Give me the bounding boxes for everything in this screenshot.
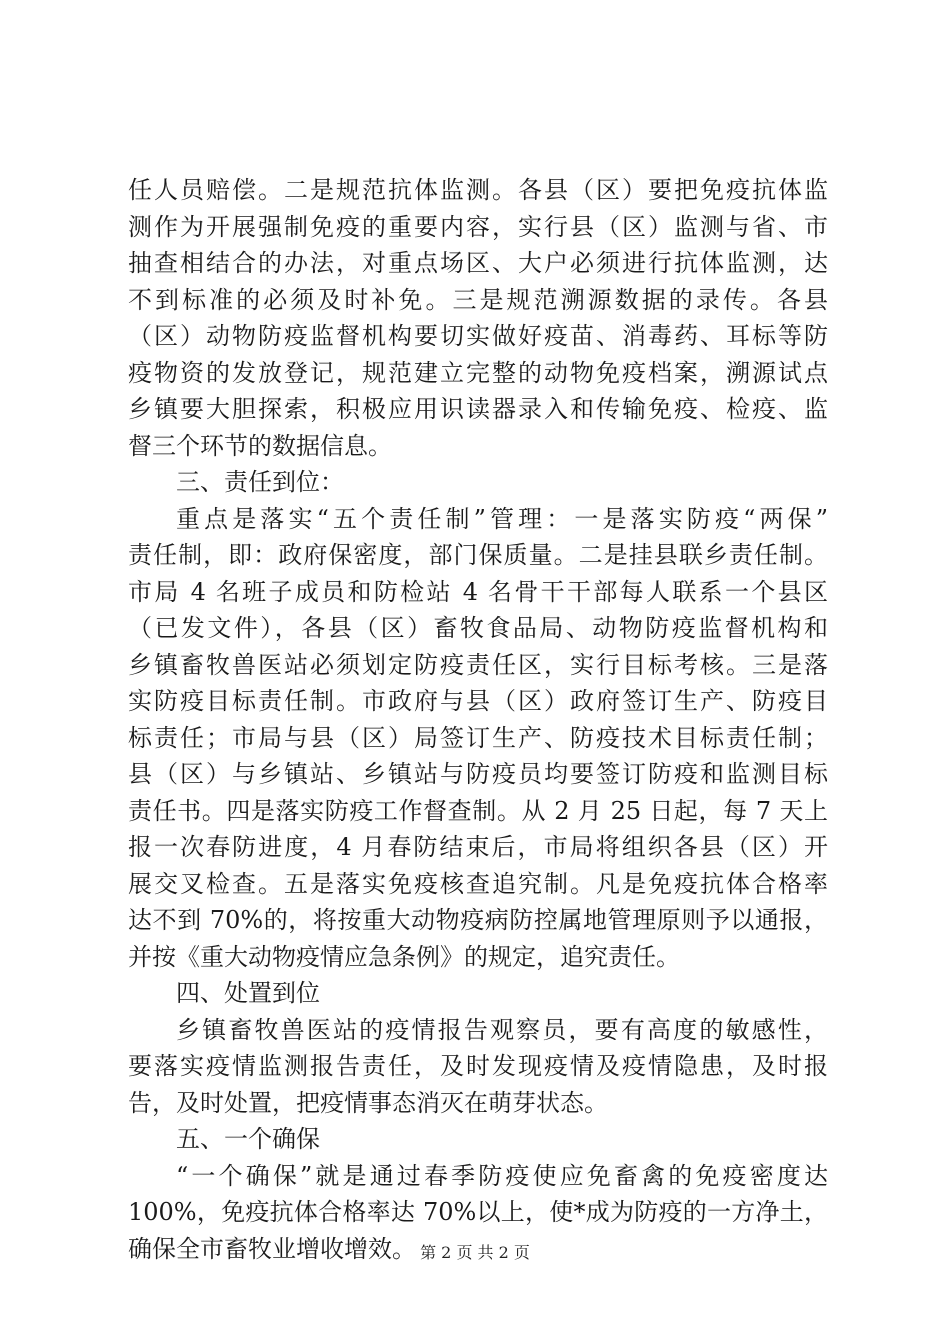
text-line: 实防疫目标责任制。市政府与县（区）政府签订生产、防疫目 bbox=[128, 687, 828, 715]
text-line: 展交叉检查。五是落实免疫核查追究制。凡是免疫抗体合格率 bbox=[128, 869, 828, 898]
text-line: 告，及时处置，把疫情事态消灭在萌芽状态。 bbox=[128, 1088, 608, 1117]
text-line: “一个确保”就是通过春季防疫使应免畜禽的免疫密度达 bbox=[176, 1161, 828, 1190]
text-line: 责任书。四是落实防疫工作督查制。从 2 月 25 日起，每 7 天上 bbox=[128, 796, 828, 825]
section-heading: 四、处置到位 bbox=[176, 979, 320, 1007]
section-heading: 五、一个确保 bbox=[176, 1125, 320, 1153]
text-line: 督三个环节的数据信息。 bbox=[128, 431, 392, 460]
text-line: 乡镇畜牧兽医站的疫情报告观察员，要有高度的敏感性， bbox=[176, 1015, 828, 1044]
body-text bbox=[128, 172, 828, 1267]
text-line: （区）动物防疫监督机构要切实做好疫苗、消毒药、耳标等防 bbox=[128, 322, 828, 350]
text-line: 抽查相结合的办法，对重点场区、大户必须进行抗体监测，达 bbox=[128, 249, 828, 277]
page-footer: 第 2 页 共 2 页 bbox=[420, 1243, 530, 1262]
text-line: 要落实疫情监测报告责任，及时发现疫情及疫情隐患，及时报 bbox=[128, 1052, 828, 1080]
text-line: 报一次春防进度，4 月春防结束后，市局将组织各县（区）开 bbox=[128, 833, 828, 861]
text-line: 不到标准的必须及时补免。三是规范溯源数据的录传。各县 bbox=[128, 285, 828, 314]
text-line: 标责任；市局与县（区）局签订生产、防疫技术目标责任制； bbox=[128, 723, 828, 752]
text-line: 重点是落实“五个责任制”管理：一是落实防疫“两保” bbox=[176, 504, 828, 533]
text-line: （已发文件），各县（区）畜牧食品局、动物防疫监督机构和 bbox=[128, 614, 828, 642]
text-line: 任人员赔偿。二是规范抗体监测。各县（区）要把免疫抗体监 bbox=[128, 176, 828, 204]
section-heading: 三、责任到位： bbox=[176, 468, 344, 496]
text-line: 达不到 70%的，将按重大动物疫病防控属地管理原则予以通报， bbox=[128, 906, 828, 934]
text-line: 测作为开展强制免疫的重要内容，实行县（区）监测与省、市 bbox=[128, 212, 828, 241]
text-line: 县（区）与乡镇站、乡镇站与防疫员均要签订防疫和监测目标 bbox=[128, 760, 828, 788]
text-line: 乡镇畜牧兽医站必须划定防疫责任区，实行目标考核。三是落 bbox=[128, 650, 828, 679]
text-line: 并按《重大动物疫情应急条例》的规定，追究责任。 bbox=[128, 942, 680, 971]
text-line: 疫物资的发放登记，规范建立完整的动物免疫档案，溯源试点 bbox=[128, 358, 828, 387]
text-line: 确保全市畜牧业增收增效。 bbox=[128, 1234, 416, 1263]
text-line: 100%，免疫抗体合格率达 70%以上，使*成为防疫的一方净土， bbox=[128, 1198, 828, 1226]
text-line: 责任制，即：政府保密度，部门保质量。二是挂县联乡责任制。 bbox=[128, 541, 828, 569]
text-line: 乡镇要大胆探索，积极应用识读器录入和传输免疫、检疫、监 bbox=[128, 395, 828, 423]
text-line: 市局 4 名班子成员和防检站 4 名骨干干部每人联系一个县区 bbox=[128, 577, 828, 606]
